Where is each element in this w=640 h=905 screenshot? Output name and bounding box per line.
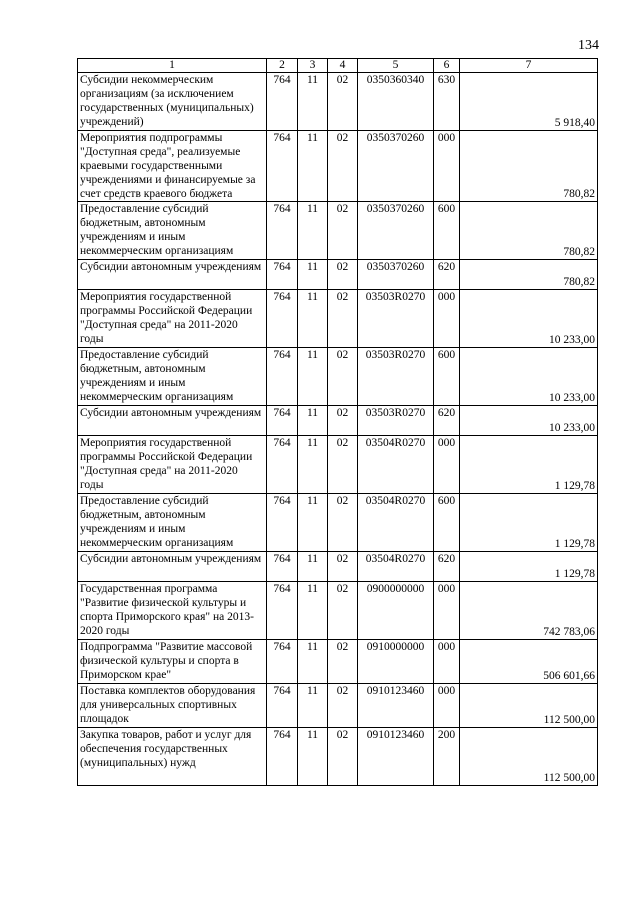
ministry-code-cell: 764 <box>267 202 298 260</box>
section-code-cell: 11 <box>298 684 328 728</box>
amount-cell: 10 233,00 <box>460 348 598 406</box>
subsection-code-cell: 02 <box>328 73 358 131</box>
ministry-code-cell: 764 <box>267 582 298 640</box>
target-article-cell: 0910123460 <box>358 684 434 728</box>
expense-type-cell: 600 <box>434 348 460 406</box>
table-row <box>78 582 598 640</box>
expense-type-cell: 620 <box>434 260 460 290</box>
target-article-cell: 0910000000 <box>358 640 434 684</box>
table-row <box>78 131 598 202</box>
page-number: 134 <box>578 38 599 53</box>
amount-cell: 1 129,78 <box>460 552 598 582</box>
row-name-cell: Мероприятия государственной программы Российской Федерации "Доступная среда" на 2011-2020 годы <box>78 290 267 348</box>
subsection-code-cell: 02 <box>328 436 358 494</box>
expense-type-cell: 600 <box>434 202 460 260</box>
expense-type-cell: 000 <box>434 131 460 202</box>
target-article-cell: 03504R0270 <box>358 436 434 494</box>
section-code-cell: 11 <box>298 202 328 260</box>
expense-type-cell: 000 <box>434 290 460 348</box>
header-cell: 1 <box>78 59 267 73</box>
header-cell: 3 <box>298 59 328 73</box>
table-row <box>78 406 598 436</box>
target-article-cell: 0350370260 <box>358 131 434 202</box>
subsection-code-cell: 02 <box>328 728 358 786</box>
header-cell: 4 <box>328 59 358 73</box>
row-name-cell: Субсидии автономным учреждениям <box>78 260 267 290</box>
amount-cell: 780,82 <box>460 202 598 260</box>
row-name-cell: Мероприятия подпрограммы "Доступная среда", реализуемые краевыми государственными учреждениями и финансируемые за счет средств краевого бюджета <box>78 131 267 202</box>
row-name-cell: Субсидии автономным учреждениям <box>78 406 267 436</box>
table-row <box>78 260 598 290</box>
table-row <box>78 348 598 406</box>
ministry-code-cell: 764 <box>267 290 298 348</box>
header-cell: 7 <box>460 59 598 73</box>
expense-type-cell: 000 <box>434 582 460 640</box>
amount-cell: 10 233,00 <box>460 290 598 348</box>
row-name-cell: Закупка товаров, работ и услуг для обеспечения государственных (муниципальных) нужд <box>78 728 267 786</box>
target-article-cell: 0350360340 <box>358 73 434 131</box>
amount-cell: 780,82 <box>460 260 598 290</box>
ministry-code-cell: 764 <box>267 494 298 552</box>
expense-type-cell: 620 <box>434 406 460 436</box>
amount-cell: 10 233,00 <box>460 406 598 436</box>
budget-table <box>77 58 598 786</box>
target-article-cell: 03504R0270 <box>358 552 434 582</box>
subsection-code-cell: 02 <box>328 290 358 348</box>
row-name-cell: Мероприятия государственной программы Российской Федерации "Доступная среда" на 2011-2020 годы <box>78 436 267 494</box>
ministry-code-cell: 764 <box>267 728 298 786</box>
ministry-code-cell: 764 <box>267 348 298 406</box>
header-cell: 6 <box>434 59 460 73</box>
subsection-code-cell: 02 <box>328 640 358 684</box>
section-code-cell: 11 <box>298 494 328 552</box>
section-code-cell: 11 <box>298 436 328 494</box>
section-code-cell: 11 <box>298 406 328 436</box>
table-row <box>78 552 598 582</box>
section-code-cell: 11 <box>298 131 328 202</box>
target-article-cell: 0350370260 <box>358 202 434 260</box>
header-cell: 5 <box>358 59 434 73</box>
table-row <box>78 494 598 552</box>
target-article-cell: 03503R0270 <box>358 348 434 406</box>
expense-type-cell: 200 <box>434 728 460 786</box>
amount-cell: 112 500,00 <box>460 684 598 728</box>
section-code-cell: 11 <box>298 582 328 640</box>
ministry-code-cell: 764 <box>267 73 298 131</box>
target-article-cell: 03503R0270 <box>358 290 434 348</box>
ministry-code-cell: 764 <box>267 406 298 436</box>
subsection-code-cell: 02 <box>328 582 358 640</box>
ministry-code-cell: 764 <box>267 684 298 728</box>
amount-cell: 506 601,66 <box>460 640 598 684</box>
table-row <box>78 436 598 494</box>
target-article-cell: 0350370260 <box>358 260 434 290</box>
section-code-cell: 11 <box>298 73 328 131</box>
table-row <box>78 73 598 131</box>
subsection-code-cell: 02 <box>328 260 358 290</box>
table-row <box>78 684 598 728</box>
amount-cell: 112 500,00 <box>460 728 598 786</box>
table-row <box>78 290 598 348</box>
row-name-cell: Предоставление субсидий бюджетным, автономным учреждениям и иным некоммерческим организациям <box>78 494 267 552</box>
subsection-code-cell: 02 <box>328 406 358 436</box>
subsection-code-cell: 02 <box>328 131 358 202</box>
expense-type-cell: 620 <box>434 552 460 582</box>
target-article-cell: 03503R0270 <box>358 406 434 436</box>
row-name-cell: Субсидии некоммерческим организациям (за исключением государственных (муниципальных) учреждений) <box>78 73 267 131</box>
expense-type-cell: 000 <box>434 640 460 684</box>
header-row <box>78 59 598 73</box>
row-name-cell: Субсидии автономным учреждениям <box>78 552 267 582</box>
section-code-cell: 11 <box>298 552 328 582</box>
target-article-cell: 03504R0270 <box>358 494 434 552</box>
subsection-code-cell: 02 <box>328 348 358 406</box>
ministry-code-cell: 764 <box>267 260 298 290</box>
expense-type-cell: 630 <box>434 73 460 131</box>
ministry-code-cell: 764 <box>267 436 298 494</box>
row-name-cell: Подпрограмма "Развитие массовой физической культуры и спорта в Приморском крае" <box>78 640 267 684</box>
subsection-code-cell: 02 <box>328 684 358 728</box>
amount-cell: 742 783,06 <box>460 582 598 640</box>
section-code-cell: 11 <box>298 290 328 348</box>
amount-cell: 1 129,78 <box>460 494 598 552</box>
section-code-cell: 11 <box>298 640 328 684</box>
ministry-code-cell: 764 <box>267 552 298 582</box>
expense-type-cell: 000 <box>434 436 460 494</box>
table-row <box>78 728 598 786</box>
header-cell: 2 <box>267 59 298 73</box>
row-name-cell: Предоставление субсидий бюджетным, автономным учреждениям и иным некоммерческим организациям <box>78 348 267 406</box>
row-name-cell: Государственная программа "Развитие физической культуры и спорта Приморского края" на 2013-2020 годы <box>78 582 267 640</box>
expense-type-cell: 600 <box>434 494 460 552</box>
section-code-cell: 11 <box>298 348 328 406</box>
row-name-cell: Предоставление субсидий бюджетным, автономным учреждениям и иным некоммерческим организациям <box>78 202 267 260</box>
amount-cell: 780,82 <box>460 131 598 202</box>
subsection-code-cell: 02 <box>328 494 358 552</box>
section-code-cell: 11 <box>298 728 328 786</box>
amount-cell: 1 129,78 <box>460 436 598 494</box>
subsection-code-cell: 02 <box>328 552 358 582</box>
amount-cell: 5 918,40 <box>460 73 598 131</box>
target-article-cell: 0900000000 <box>358 582 434 640</box>
subsection-code-cell: 02 <box>328 202 358 260</box>
row-name-cell: Поставка комплектов оборудования для универсальных спортивных площадок <box>78 684 267 728</box>
expense-type-cell: 000 <box>434 684 460 728</box>
ministry-code-cell: 764 <box>267 640 298 684</box>
table-row <box>78 202 598 260</box>
table-row <box>78 640 598 684</box>
ministry-code-cell: 764 <box>267 131 298 202</box>
section-code-cell: 11 <box>298 260 328 290</box>
target-article-cell: 0910123460 <box>358 728 434 786</box>
